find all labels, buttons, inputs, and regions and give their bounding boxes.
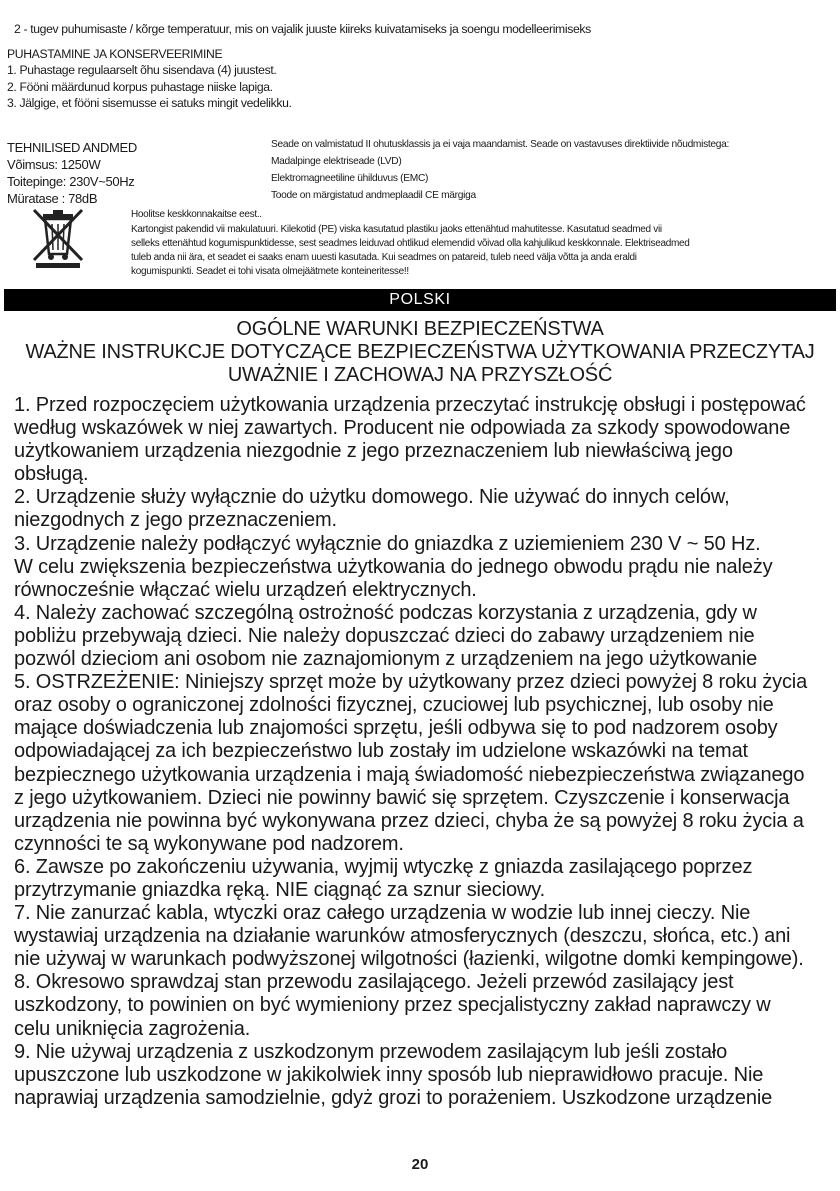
rule-line: mające doświadczenia lub znajomości sprzętu, jeśli odbywa się to pod nadzorem osoby bbox=[14, 717, 778, 740]
language-label: POLSKI bbox=[389, 291, 451, 308]
rule-line: W celu zwiększenia bezpieczeństwa użytkowania do jednego obwodu prądu nie należy bbox=[14, 555, 773, 578]
compliance-line: Toode on märgistatud andmeplaadil CE märgiga bbox=[271, 190, 476, 201]
rule-line: naprawiaj urządzenia samodzielnie, gdyż grozi to porażeniem. Uszkodzone urządzenie bbox=[14, 1086, 773, 1109]
rule-line: 5. OSTRZEŻENIE: Niniejszy sprzęt może by użytkowany przez dzieci powyżej 8 roku życia bbox=[14, 671, 808, 694]
rule-line: urządzenia nie powinna być wykonywana przez dzieci, chyba że są powyżej 8 roku życia a bbox=[14, 809, 804, 832]
rule-line: 1. Przed rozpoczęciem użytkowania urządzenia przeczytać instrukcję obsługi i postępować bbox=[14, 394, 806, 416]
rule-line: 6. Zawsze po zakończeniu używania, wyjmij wtyczkę z gniazda zasilającego poprzez bbox=[14, 855, 753, 878]
rule-line: niezgodnych z jego przeznaczeniem. bbox=[14, 509, 337, 532]
rule-line: 7. Nie zanurzać kabla, wtyczki oraz całego urządzenia w wodzie lub innej cieczy. Nie bbox=[14, 902, 751, 925]
rule-line: z jego użytkowaniem. Dzieci nie powinny bawić się sprzętem. Czyszczenie i konserwacja bbox=[14, 786, 790, 809]
intro-line: 2 - tugev puhumisaste / kõrge temperatuur, mis on vajalik juuste kiireks kuivatamiseks ja soengu modelleerimiseks bbox=[14, 22, 591, 36]
rule-line: równocześnie włączać wielu urządzeń elektrycznych. bbox=[14, 578, 477, 601]
rule-line: 4. Należy zachować szczególną ostrożność podczas korzystania z urządzenia, gdy w bbox=[14, 601, 757, 624]
rule-line: uszkodzony, to powinien on być wymieniony przez specjalistyczny zakład naprawczy w bbox=[14, 994, 771, 1017]
compliance-line: Elektromagneetiline ühilduvus (EMC) bbox=[271, 173, 429, 184]
rule-line: odpowiadającej za ich bezpieczeństwo lub zostały im udzielone wskazówki na temat bbox=[14, 740, 748, 763]
tech-title: TEHNILISED ANDMED bbox=[7, 140, 137, 155]
compliance-line: Seade on valmistatud II ohutusklassis ja ei vaja maandamist. Seade on vastavuses direktiivide nõudmistega: bbox=[271, 139, 730, 150]
tech-noise: Müratase : 78dB bbox=[7, 191, 98, 206]
language-section-bar bbox=[4, 289, 836, 311]
rule-line: nie używaj w warunkach podwyższonej wilgotności (łazienki, wilgotne domki kempingowe). bbox=[14, 948, 804, 971]
rule-line: oraz osoby o ograniczonej zdolności fizycznej, czuciowej lub psychicznej, lub osoby nie bbox=[14, 694, 774, 717]
rule-line: według wskazówek w niej zawartych. Producent nie odpowiada za szkody spowodowane bbox=[14, 417, 791, 440]
safety-headings bbox=[0, 318, 840, 387]
section-heading: WAŻNE INSTRUKCJE DOTYCZĄCE BEZPIECZEŃSTWA UŻYTKOWANIA PRZECZYTAJ bbox=[25, 341, 815, 363]
rule-line: przytrzymanie gniazdka ręką. NIE ciągnąć za sznur sieciowy. bbox=[14, 878, 545, 901]
recycling-block bbox=[131, 209, 831, 279]
maintenance-list bbox=[7, 62, 292, 112]
safety-rules bbox=[14, 394, 836, 1110]
crossed-out-wheelie-bin-icon bbox=[26, 206, 90, 273]
tech-voltage: Toitepinge: 230V~50Hz bbox=[7, 174, 135, 189]
rule-line: pozwól dzieciom ani osobom nie zaznajomionym z urządzeniem na jego użytkowanie bbox=[14, 648, 758, 671]
list-item: 1. Puhastage regulaarselt õhu sisendava (4) juustest. bbox=[7, 63, 277, 77]
rule-line: 3. Urządzenie należy podłączyć wyłącznie do gniazdka z uziemieniem 230 V ~ 50 Hz. bbox=[14, 532, 761, 555]
section-heading: UWAŻNIE I ZACHOWAJ NA PRZYSZŁOŚĆ bbox=[227, 364, 613, 386]
rule-line: pobliżu przebywają dzieci. Nie należy dopuszczać dzieci do zabawy urządzeniem nie bbox=[14, 624, 755, 647]
rule-line: użytkowaniem urządzenia niezgodnie z jego przeznaczeniem lub niewłaściwą jego bbox=[14, 440, 733, 463]
recycling-line: Kartongist pakendid vii makulatuuri. Kilekotid (PE) viska kasutatud plastiku jaoks ettenähtud mahutitesse. Kasutatud seadmed vii bbox=[131, 224, 662, 235]
rule-line: celu uniknięcia zagrożenia. bbox=[14, 1017, 251, 1040]
rule-line: upuszczone lub uszkodzone w jakikolwiek inny sposób lub nieprawidłowo pracuje. Nie bbox=[14, 1063, 764, 1086]
section-heading: OGÓLNE WARUNKI BEZPIECZEŃSTWA bbox=[236, 318, 604, 340]
page-number: 20 bbox=[411, 1156, 429, 1173]
recycling-line: Hoolitse keskkonnakaitse eest.. bbox=[131, 209, 262, 220]
compliance-line: Madalpinge elektriseade (LVD) bbox=[271, 156, 402, 167]
recycling-line: kogumispunkti. Seadet ei tohi visata olmejäätmete konteineritesse!! bbox=[131, 266, 409, 277]
rule-line: 2. Urządzenie służy wyłącznie do użytku domowego. Nie używać do innych celów, bbox=[14, 486, 730, 509]
tech-power: Võimsus: 1250W bbox=[7, 157, 101, 172]
rule-line: 8. Okresowo sprawdzaj stan przewodu zasilającego. Jeżeli przewód zasilający jest bbox=[14, 971, 734, 994]
maintenance-title: PUHASTAMINE JA KONSERVEERIMINE bbox=[7, 47, 223, 61]
rule-line: czynności te są wykonywane pod nadzorem. bbox=[14, 832, 404, 855]
technical-data bbox=[7, 139, 137, 207]
rule-line: bezpiecznego użytkowania urządzenia i mają świadomość niebezpieczeństwa związanego bbox=[14, 763, 805, 786]
compliance-block bbox=[271, 138, 836, 203]
rule-line: 9. Nie używaj urządzenia z uszkodzonym przewodem zasilającym lub jeśli zostało bbox=[14, 1040, 728, 1063]
rule-line: obsługą. bbox=[14, 463, 89, 486]
rule-line: wystawiaj urządzenia na działanie warunków atmosferycznych (deszczu, słońca, etc.) ani bbox=[14, 925, 791, 948]
list-item: 3. Jälgige, et fööni sisemusse ei satuks mingit vedelikku. bbox=[7, 96, 292, 110]
recycling-line: tuleb anda nii ära, et seadet ei saaks enam uuesti kasutada. Kui seadmes on patareid, tuleb need välja võtta ja anda eraldi bbox=[131, 252, 637, 263]
list-item: 2. Fööni määrdunud korpus puhastage niiske lapiga. bbox=[7, 79, 273, 94]
recycling-line: selleks ettenähtud kogumispunktidesse, sest seadmes leiduvad ohtlikud elemendid võivad olla kahjulikud keskkonnale. Elektriseadmed bbox=[131, 238, 690, 249]
